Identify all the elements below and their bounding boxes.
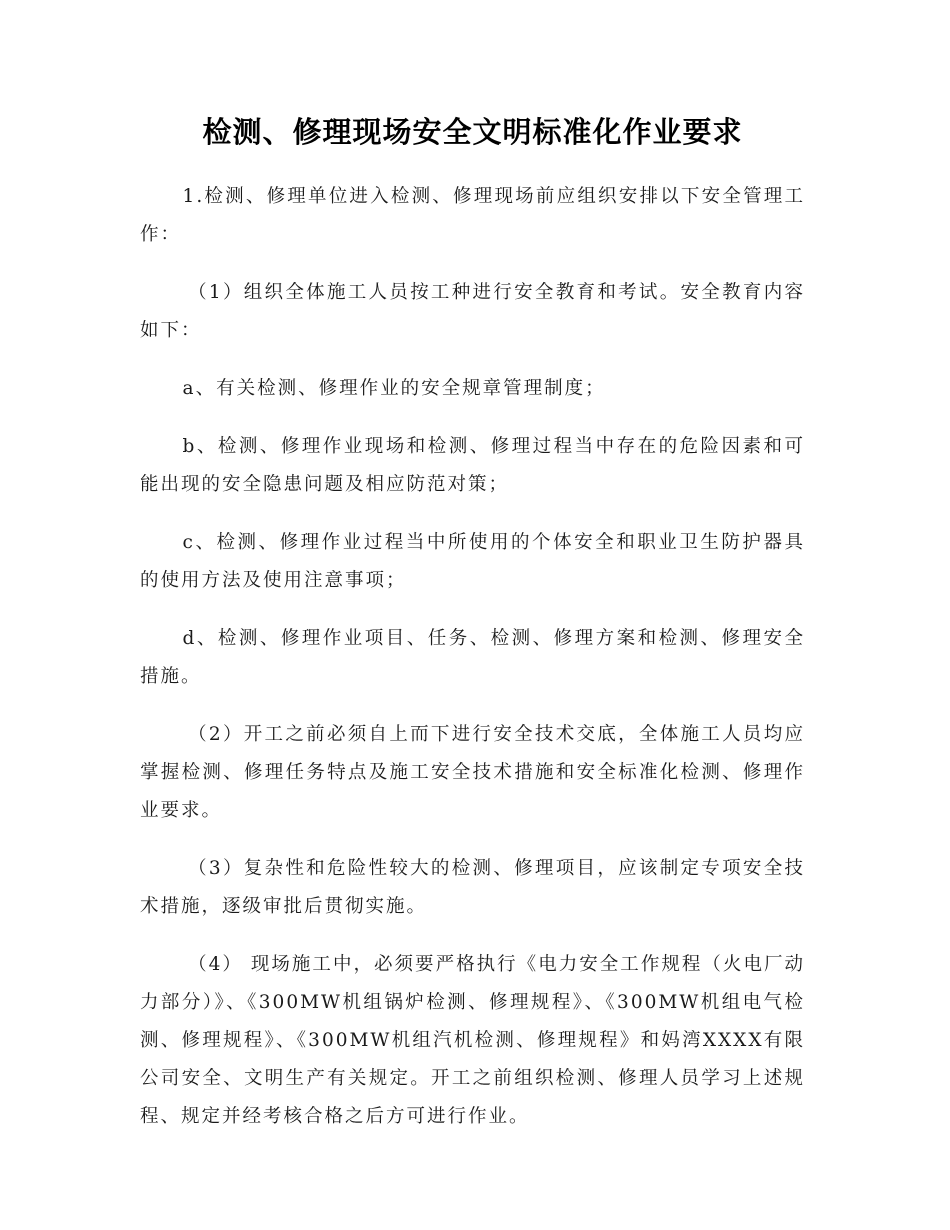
document-body: [140, 108, 805, 1156]
paragraph-item-4: （4） 现场施工中，必须要严格执行《电力安全工作规程（火电厂动力部分）》、《300MW机组锅炉检测、修理规程》、《300MW机组电气检测、修理规程》、《300MW机组汽机检测、修理规程》和妈湾XXXX有限公司安全、文明生产有关规定。开工之前组织检测、修理人员学习上述规程、规定并经考核合格之后方可进行作业。: [140, 954, 805, 1127]
paragraph-item-2: （2）开工之前必须自上而下进行安全技术交底，全体施工人员均应掌握检测、修理任务特点及施工安全技术措施和安全标准化检测、修理作业要求。: [140, 724, 805, 821]
paragraph-item-3: （3）复杂性和危险性较大的检测、修理项目，应该制定专项安全技术措施，逐级审批后贯彻实施。: [140, 858, 805, 917]
paragraph-item-1: （1）组织全体施工人员按工种进行安全教育和考试。安全教育内容如下：: [140, 282, 805, 341]
paragraph-item-c: c、检测、修理作业过程当中所使用的个体安全和职业卫生防护器具的使用方法及使用注意事项；: [140, 532, 805, 591]
paragraph-item-a: a、有关检测、修理作业的安全规章管理制度；: [182, 378, 606, 399]
paragraph-item-d: d、检测、修理作业项目、任务、检测、修理方案和检测、修理安全措施。: [140, 628, 805, 687]
document-title: 检测、修理现场安全文明标准化作业要求: [202, 115, 743, 149]
paragraph-section-1: 1.检测、修理单位进入检测、修理现场前应组织安排以下安全管理工作：: [140, 186, 805, 245]
paragraph-item-b: b、检测、修理作业现场和检测、修理过程当中存在的危险因素和可能出现的安全隐患问题及相应防范对策；: [140, 436, 805, 495]
